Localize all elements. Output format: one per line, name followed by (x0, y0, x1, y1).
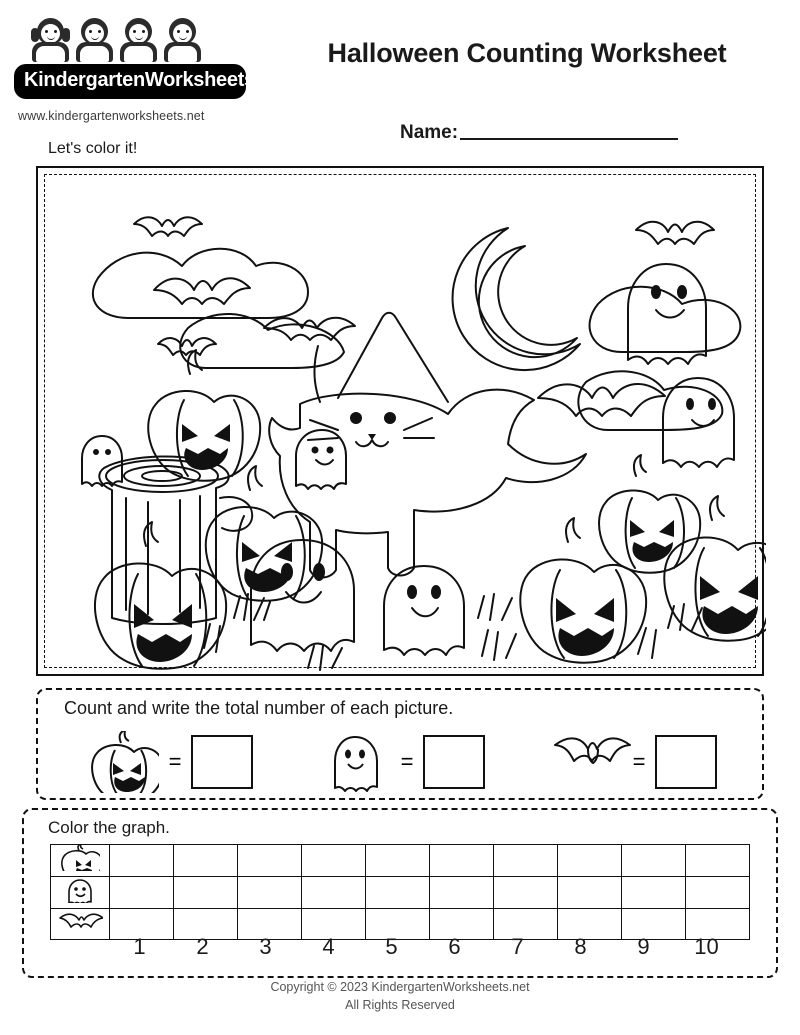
counting-items (54, 730, 750, 794)
graph-cell[interactable] (686, 845, 750, 877)
graph-number: 2 (196, 934, 209, 959)
graph-cell[interactable] (494, 877, 558, 909)
count-item-ghost (286, 731, 518, 793)
graph-cell[interactable] (686, 877, 750, 909)
count-item-pumpkin (54, 731, 286, 793)
graph-cell[interactable] (238, 877, 302, 909)
name-label: Name: (400, 122, 459, 143)
ghost-icon (63, 890, 97, 907)
pumpkin-icon (87, 731, 159, 793)
kid-figure-4 (162, 16, 204, 62)
kid-figure-2 (74, 16, 116, 62)
graph-instruction: Color the graph. (48, 818, 170, 837)
graph-cell[interactable] (558, 845, 622, 877)
table-row (51, 877, 750, 909)
graph-number: 3 (259, 934, 272, 959)
graph-row-icon-ghost (51, 877, 110, 909)
counting-section (36, 688, 764, 800)
table-row (51, 845, 750, 877)
graph-grid (50, 844, 750, 940)
graph-cell[interactable] (366, 845, 430, 877)
graph-cell[interactable] (430, 845, 494, 877)
graph-cell[interactable] (174, 845, 238, 877)
graph-number: 4 (322, 934, 335, 959)
halloween-scene-frame (36, 166, 764, 676)
graph-section (22, 808, 778, 978)
kid-figure-1 (30, 16, 72, 62)
graph-cell[interactable] (110, 877, 174, 909)
graph-cell[interactable] (174, 877, 238, 909)
graph-cell[interactable] (430, 877, 494, 909)
graph-number: 7 (511, 934, 524, 959)
graph-cell[interactable] (622, 877, 686, 909)
graph-column-numbers (108, 934, 758, 960)
rights-text: All Rights Reserved (345, 998, 455, 1013)
graph-cell[interactable] (558, 877, 622, 909)
logo-banner (14, 64, 290, 99)
halloween-scene-illustration (38, 168, 766, 678)
copyright-text: Copyright © 2023 KindergartenWorksheets.net (270, 980, 530, 994)
name-input-line[interactable] (460, 122, 678, 140)
graph-cell[interactable] (302, 877, 366, 909)
page-footer (0, 978, 800, 1014)
logo-banner-text: KindergartenWorksheets.net (24, 69, 290, 91)
graph-cell[interactable] (238, 845, 302, 877)
page-header (0, 14, 800, 143)
graph-row-icon-bat (51, 909, 110, 940)
site-logo[interactable] (14, 14, 290, 123)
graph-cell[interactable] (366, 877, 430, 909)
graph-number: 10 (694, 934, 719, 959)
graph-cell[interactable] (622, 845, 686, 877)
equals-sign: = (400, 749, 414, 774)
graph-row-icon-pumpkin (51, 845, 110, 877)
ghost-icon (319, 731, 391, 793)
pumpkin-icon (60, 858, 100, 875)
graph-cell[interactable] (494, 845, 558, 877)
site-url: www.kindergartenworksheets.net (18, 109, 205, 123)
graph-number: 9 (637, 934, 650, 959)
bat-icon (551, 731, 623, 793)
graph-number: 5 (385, 934, 398, 959)
graph-number: 6 (448, 934, 461, 959)
graph-number: 1 (133, 934, 146, 959)
count-item-bat (518, 731, 750, 793)
kid-figure-3 (118, 16, 160, 62)
kids-illustration (30, 14, 260, 62)
count-answer-box-bat[interactable] (655, 735, 717, 789)
equals-sign: = (168, 749, 182, 774)
bat-icon (57, 920, 103, 937)
count-answer-box-pumpkin[interactable] (191, 735, 253, 789)
graph-number: 8 (574, 934, 587, 959)
name-field-row (400, 122, 770, 144)
page-title: Halloween Counting Worksheet (327, 38, 727, 68)
graph-cell[interactable] (302, 845, 366, 877)
count-answer-box-ghost[interactable] (423, 735, 485, 789)
graph-cell[interactable] (110, 845, 174, 877)
equals-sign: = (632, 749, 646, 774)
coloring-instruction: Let's color it! (48, 140, 138, 157)
counting-instruction: Count and write the total number of each picture. (64, 698, 454, 718)
